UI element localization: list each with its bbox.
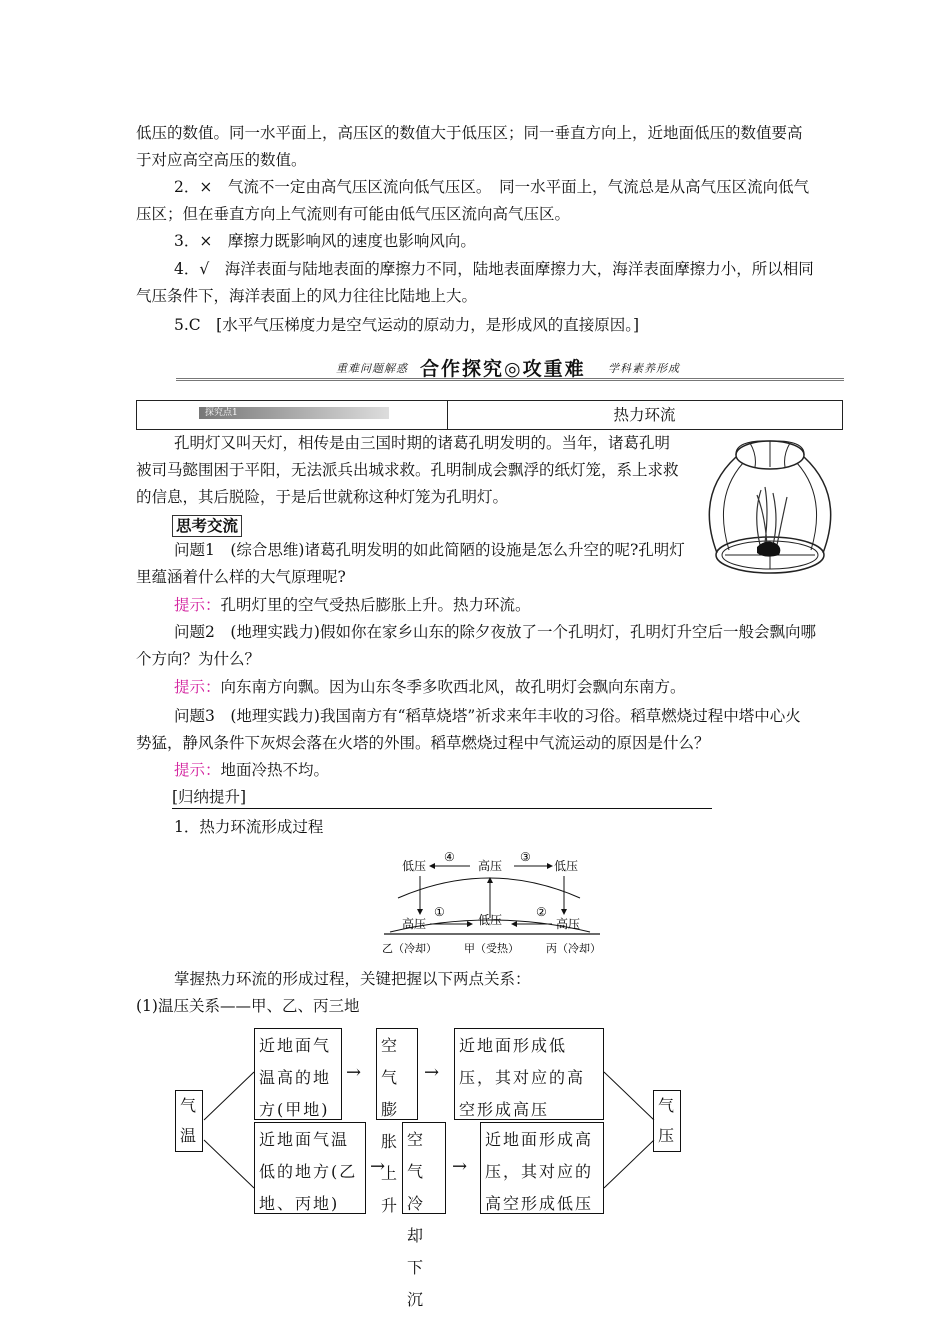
section-banner bbox=[176, 356, 844, 382]
flow-arrow-2: → bbox=[424, 1062, 440, 1083]
diagram-place-right: 丙（冷却） bbox=[546, 942, 601, 955]
grasp-text: 掌握热力环流的形成过程，关键把握以下两点关系： bbox=[174, 970, 531, 988]
question-2: 问题2 (地理实践力)假如你在家乡山东的除夕夜放了一个孔明灯，孔明灯升空后一般会飘向哪个方向？为什么？ bbox=[136, 623, 816, 668]
banner-right: 学科素养形成 bbox=[608, 362, 680, 375]
banner-line bbox=[176, 378, 844, 381]
flow-arrow-1: → bbox=[346, 1062, 362, 1083]
flow-r1-c1: 近地面气温高的地方(甲地) bbox=[254, 1028, 342, 1120]
banner-main: 合作探究◎攻重难 bbox=[420, 358, 586, 380]
diagram-place-mid: 甲（受热） bbox=[464, 942, 519, 955]
question-1: 问题1 (综合思维)诸葛孔明发明的如此简陋的设施是怎么升空的呢?孔明灯里蕴涵着什么样的大气原理呢? bbox=[136, 541, 685, 586]
para-3: 3．× 摩擦力既影响风的速度也影响风向。 bbox=[174, 232, 476, 250]
flow-r2-c1: 近地面气温低的地方(乙地、丙地) bbox=[254, 1122, 366, 1214]
para-4: 4．√ 海洋表面与陆地表面的摩擦力不同，陆地表面摩擦力大，海洋表面摩擦力小，所以相同气压条件下，海洋表面上的风力往往比陆地上大。 bbox=[136, 260, 814, 305]
answer-3-text: 地面冷热不均。 bbox=[220, 761, 330, 779]
answer-2-text: 向东南方向飘。因为山东冬季多吹西北风，故孔明灯会飘向东南方。 bbox=[220, 678, 686, 696]
summary-label: [归纳提升] bbox=[172, 786, 712, 809]
lantern-illustration bbox=[695, 435, 845, 580]
item-1: 1．热力环流形成过程 bbox=[174, 818, 324, 836]
diagram-place-left: 乙（冷却） bbox=[382, 942, 437, 955]
answer-2 bbox=[136, 674, 816, 701]
flow-r2-c3: 近地面形成高压，其对应的高空形成低压 bbox=[480, 1122, 604, 1214]
section-title: 热力环流 bbox=[613, 406, 676, 424]
section-header-table bbox=[136, 400, 843, 430]
para-2: 2．× 气流不一定由高气压区流向低气压区。 同一水平面上，气流总是从高气压区流向低气压区；但在垂直方向上气流则有可能由低气压区流向高气压区。 bbox=[136, 178, 810, 223]
flow-r2-c2: 空气冷却下沉 bbox=[402, 1122, 446, 1214]
sub-heading-1: (1)温压关系——甲、乙、丙三地 bbox=[136, 997, 360, 1015]
diagram-n3: ③ bbox=[520, 850, 531, 864]
flow-r1-c2: 空气膨胀上升 bbox=[376, 1028, 418, 1120]
answer-1-text: 孔明灯里的空气受热后膨胀上升。热力环流。 bbox=[220, 596, 531, 614]
intro-paragraph: 孔明灯又叫天灯，相传是由三国时期的诸葛孔明发明的。当年，诸葛孔明被司马懿围困于平阳，无法派兵出城求救。孔明制成会飘浮的纸灯笼，系上求救的信息，其后脱险，于是后世就称这种灯笼为孔明灯。 bbox=[136, 434, 679, 506]
diagram-top-mid: 高压 bbox=[478, 859, 503, 873]
para-1: 低压的数值。同一水平面上，高压区的数值大于低压区；同一垂直方向上，近地面低压的数值要高于对应高空高压的数值。 bbox=[136, 124, 803, 169]
diagram-n2: ② bbox=[536, 905, 547, 919]
question-3: 问题3 (地理实践力)我国南方有“稻草烧塔”祈求来年丰收的习俗。稻草燃烧过程中塔中心火势猛，静风条件下灰烬会落在火塔的外围。稻草燃烧过程中气流运动的原因是什么？ bbox=[136, 707, 801, 752]
diagram-n1: ① bbox=[434, 905, 445, 919]
section-tag: 探究点1 bbox=[199, 407, 389, 419]
hint-label-3: 提示： bbox=[174, 761, 221, 779]
flow-arrow-4: → bbox=[452, 1156, 468, 1177]
flow-left-box: 气温 bbox=[175, 1090, 203, 1152]
diagram-bot-right: 高压 bbox=[556, 917, 581, 931]
para-5: 5.C [水平气压梯度力是空气运动的原动力，是形成风的直接原因。] bbox=[174, 316, 639, 334]
answer-1 bbox=[136, 592, 816, 619]
diagram-bot-mid: 低压 bbox=[478, 913, 503, 927]
flow-r1-c3: 近地面形成低压，其对应的高空形成高压 bbox=[454, 1028, 604, 1120]
hint-label-1: 提示： bbox=[174, 596, 221, 614]
answer-3 bbox=[136, 757, 816, 784]
flow-arrow-3: → bbox=[370, 1156, 386, 1177]
diagram-bot-left: 高压 bbox=[402, 917, 427, 931]
hint-label-2: 提示： bbox=[174, 678, 221, 696]
banner-left: 重难问题解惑 bbox=[336, 362, 408, 375]
flow-right-box: 气压 bbox=[653, 1090, 681, 1152]
think-label: 思考交流 bbox=[172, 515, 242, 537]
diagram-top-right: 低压 bbox=[554, 859, 579, 873]
diagram-top-left: 低压 bbox=[402, 859, 427, 873]
diagram-n4: ④ bbox=[444, 850, 455, 864]
thermal-circulation-diagram bbox=[380, 848, 610, 960]
